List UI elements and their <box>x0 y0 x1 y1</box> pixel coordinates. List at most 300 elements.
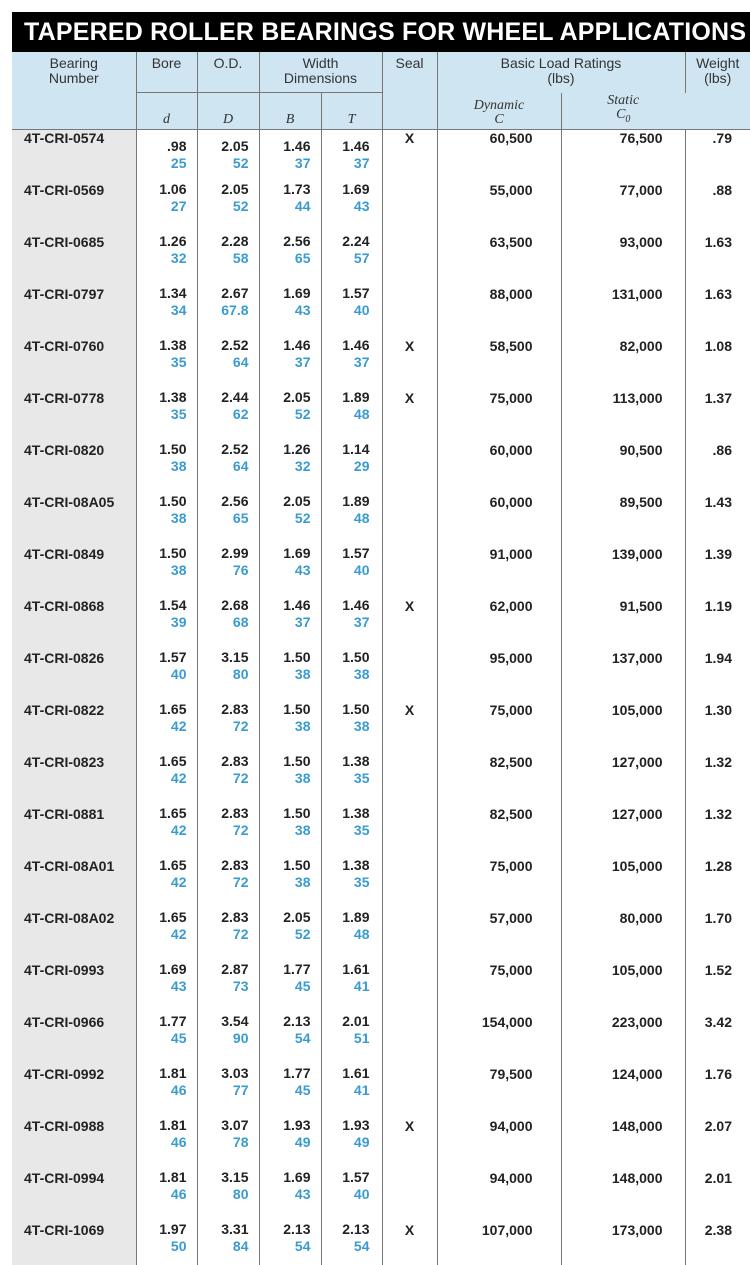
bore-cell <box>136 1057 197 1109</box>
od-mm: 72 <box>198 770 249 786</box>
width-t-mm: 57 <box>322 250 370 266</box>
od-cell <box>197 589 259 641</box>
dynamic-load-cell: 94,000 <box>437 1161 561 1213</box>
width-b-mm: 37 <box>260 354 311 370</box>
table-row <box>12 130 750 174</box>
seal-cell: X <box>382 130 437 174</box>
bore-inch: 1.77 <box>137 1005 187 1030</box>
width-t-cell <box>321 1057 382 1109</box>
bearing-number: 4T-CRI-0823 <box>12 745 136 797</box>
seal-cell <box>382 225 437 277</box>
bore-cell <box>136 1109 197 1161</box>
od-inch: 3.31 <box>198 1213 249 1238</box>
table-body <box>12 130 750 1265</box>
header-width-dimensions: Width Dimensions <box>259 52 382 93</box>
static-load-cell: 137,000 <box>561 641 685 693</box>
weight-cell: 1.94 <box>685 641 750 693</box>
od-mm: 52 <box>198 155 249 171</box>
width-b-cell <box>259 225 321 277</box>
width-b-cell <box>259 485 321 537</box>
bore-inch: 1.65 <box>137 693 187 718</box>
od-inch: 2.83 <box>198 693 249 718</box>
width-t-mm: 41 <box>322 978 370 994</box>
od-mm: 72 <box>198 874 249 890</box>
width-b-inch: 1.69 <box>260 277 311 302</box>
od-mm: 90 <box>198 1030 249 1046</box>
od-cell <box>197 1005 259 1057</box>
seal-cell <box>382 641 437 693</box>
dynamic-load-cell: 79,500 <box>437 1057 561 1109</box>
width-b-inch: 1.50 <box>260 641 311 666</box>
od-inch: 3.03 <box>198 1057 249 1082</box>
width-t-cell <box>321 641 382 693</box>
bore-cell <box>136 173 197 225</box>
bearing-number: 4T-CRI-0993 <box>12 953 136 1005</box>
bore-mm: 42 <box>137 770 187 786</box>
od-cell <box>197 537 259 589</box>
width-b-inch: 1.50 <box>260 797 311 822</box>
width-t-inch: 2.13 <box>322 1213 370 1238</box>
seal-cell <box>382 1057 437 1109</box>
dynamic-load-cell: 75,000 <box>437 953 561 1005</box>
bore-cell <box>136 130 197 174</box>
weight-cell: 2.38 <box>685 1213 750 1265</box>
bore-mm: 50 <box>137 1238 187 1254</box>
header-od: O.D. <box>197 52 259 93</box>
width-t-cell <box>321 1109 382 1161</box>
od-inch: 2.05 <box>198 130 249 155</box>
width-b-inch: 2.13 <box>260 1005 311 1030</box>
seal-cell <box>382 745 437 797</box>
seal-cell <box>382 485 437 537</box>
static-load-cell: 131,000 <box>561 277 685 329</box>
header-d-symbol: d <box>136 93 197 130</box>
width-b-cell <box>259 797 321 849</box>
od-cell <box>197 1057 259 1109</box>
od-cell <box>197 329 259 381</box>
od-mm: 52 <box>198 198 249 214</box>
static-load-cell: 89,500 <box>561 485 685 537</box>
dynamic-load-cell: 82,500 <box>437 797 561 849</box>
seal-cell <box>382 849 437 901</box>
bore-mm: 46 <box>137 1082 187 1098</box>
bore-cell <box>136 901 197 953</box>
bore-cell <box>136 1005 197 1057</box>
od-cell <box>197 433 259 485</box>
bore-inch: 1.50 <box>137 433 187 458</box>
od-mm: 64 <box>198 354 249 370</box>
bore-mm: 42 <box>137 874 187 890</box>
weight-cell: .79 <box>685 130 750 174</box>
width-b-inch: 1.73 <box>260 173 311 198</box>
bore-cell <box>136 329 197 381</box>
width-t-inch: 1.89 <box>322 485 370 510</box>
width-t-cell <box>321 537 382 589</box>
width-b-mm: 52 <box>260 406 311 422</box>
seal-cell <box>382 901 437 953</box>
od-cell <box>197 130 259 174</box>
od-mm: 72 <box>198 822 249 838</box>
dynamic-load-cell: 75,000 <box>437 381 561 433</box>
bore-cell <box>136 537 197 589</box>
bore-mm: 27 <box>137 198 187 214</box>
dynamic-load-cell: 60,000 <box>437 485 561 537</box>
width-t-cell <box>321 901 382 953</box>
table-row <box>12 745 750 797</box>
seal-cell <box>382 433 437 485</box>
width-t-mm: 48 <box>322 406 370 422</box>
bore-inch: 1.38 <box>137 381 187 406</box>
bore-inch: 1.97 <box>137 1213 187 1238</box>
bore-inch: 1.50 <box>137 537 187 562</box>
width-b-inch: 1.46 <box>260 329 311 354</box>
width-t-mm: 38 <box>322 718 370 734</box>
bore-inch: 1.57 <box>137 641 187 666</box>
static-load-cell: 113,000 <box>561 381 685 433</box>
weight-cell: 1.28 <box>685 849 750 901</box>
table-row <box>12 277 750 329</box>
width-t-inch: 1.38 <box>322 745 370 770</box>
width-b-cell <box>259 849 321 901</box>
width-t-inch: 2.24 <box>322 225 370 250</box>
width-b-cell <box>259 277 321 329</box>
table-row <box>12 1213 750 1265</box>
bearing-number: 4T-CRI-0778 <box>12 381 136 433</box>
dynamic-load-cell: 82,500 <box>437 745 561 797</box>
table-row <box>12 1057 750 1109</box>
bore-inch: 1.26 <box>137 225 187 250</box>
od-cell <box>197 381 259 433</box>
header-static-label: Static <box>562 94 686 108</box>
width-t-inch: 1.46 <box>322 130 370 155</box>
dynamic-load-cell: 95,000 <box>437 641 561 693</box>
bore-mm: 43 <box>137 978 187 994</box>
od-inch: 2.83 <box>198 797 249 822</box>
width-t-cell <box>321 797 382 849</box>
seal-cell: X <box>382 1109 437 1161</box>
weight-cell: 1.39 <box>685 537 750 589</box>
table-row <box>12 381 750 433</box>
seal-cell: X <box>382 693 437 745</box>
od-cell <box>197 225 259 277</box>
table-row <box>12 1109 750 1161</box>
width-b-cell <box>259 953 321 1005</box>
table-row <box>12 173 750 225</box>
bearing-number: 4T-CRI-0849 <box>12 537 136 589</box>
width-t-cell <box>321 693 382 745</box>
width-b-cell <box>259 130 321 174</box>
bore-cell <box>136 797 197 849</box>
od-inch: 2.83 <box>198 849 249 874</box>
table-row <box>12 1005 750 1057</box>
bore-cell <box>136 1161 197 1213</box>
dynamic-load-cell: 60,000 <box>437 433 561 485</box>
width-t-inch: 1.46 <box>322 329 370 354</box>
bore-mm: 42 <box>137 926 187 942</box>
bearing-number: 4T-CRI-0868 <box>12 589 136 641</box>
header-bore: Bore <box>136 52 197 93</box>
bore-cell <box>136 849 197 901</box>
width-b-cell <box>259 1213 321 1265</box>
header-D-symbol: D <box>197 93 259 130</box>
bore-mm: 34 <box>137 302 187 318</box>
width-t-mm: 37 <box>322 614 370 630</box>
width-b-mm: 54 <box>260 1238 311 1254</box>
table-row <box>12 693 750 745</box>
width-b-inch: 1.50 <box>260 693 311 718</box>
width-b-mm: 38 <box>260 718 311 734</box>
seal-cell <box>382 953 437 1005</box>
width-t-cell <box>321 589 382 641</box>
header-seal: Seal <box>382 52 437 130</box>
od-inch: 2.68 <box>198 589 249 614</box>
bore-inch: 1.50 <box>137 485 187 510</box>
header-bearing-number: Bearing Number <box>12 52 136 130</box>
weight-cell: .86 <box>685 433 750 485</box>
od-mm: 73 <box>198 978 249 994</box>
width-b-cell <box>259 433 321 485</box>
static-load-cell: 148,000 <box>561 1109 685 1161</box>
width-t-cell <box>321 1161 382 1213</box>
od-inch: 2.44 <box>198 381 249 406</box>
width-t-inch: 1.57 <box>322 277 370 302</box>
bearing-number: 4T-CRI-0994 <box>12 1161 136 1213</box>
bearing-number: 4T-CRI-0574 <box>12 130 136 174</box>
width-b-mm: 49 <box>260 1134 311 1150</box>
seal-cell: X <box>382 1213 437 1265</box>
od-cell <box>197 641 259 693</box>
width-t-cell <box>321 849 382 901</box>
bore-mm: 46 <box>137 1134 187 1150</box>
width-t-mm: 48 <box>322 510 370 526</box>
od-inch: 2.52 <box>198 433 249 458</box>
static-load-cell: 127,000 <box>561 745 685 797</box>
od-inch: 2.67 <box>198 277 249 302</box>
dynamic-load-cell: 58,500 <box>437 329 561 381</box>
dynamic-load-cell: 75,000 <box>437 849 561 901</box>
weight-cell: 1.43 <box>685 485 750 537</box>
static-load-cell: 139,000 <box>561 537 685 589</box>
bore-inch: 1.34 <box>137 277 187 302</box>
bore-cell <box>136 641 197 693</box>
od-inch: 2.99 <box>198 537 249 562</box>
weight-cell: 1.63 <box>685 225 750 277</box>
width-b-inch: 1.50 <box>260 849 311 874</box>
table-row <box>12 901 750 953</box>
od-cell <box>197 1213 259 1265</box>
width-t-inch: 1.50 <box>322 693 370 718</box>
static-load-cell: 82,000 <box>561 329 685 381</box>
od-mm: 72 <box>198 718 249 734</box>
bearing-number: 4T-CRI-0569 <box>12 173 136 225</box>
width-t-inch: 1.93 <box>322 1109 370 1134</box>
bore-inch: 1.38 <box>137 329 187 354</box>
weight-cell: 2.01 <box>685 1161 750 1213</box>
width-b-mm: 43 <box>260 562 311 578</box>
width-b-inch: 1.69 <box>260 537 311 562</box>
weight-cell: 1.76 <box>685 1057 750 1109</box>
bore-mm: 38 <box>137 562 187 578</box>
seal-cell <box>382 797 437 849</box>
width-t-mm: 35 <box>322 874 370 890</box>
bearing-number: 4T-CRI-0826 <box>12 641 136 693</box>
bearings-table <box>12 52 750 1265</box>
od-mm: 64 <box>198 458 249 474</box>
od-inch: 3.54 <box>198 1005 249 1030</box>
width-b-inch: 1.46 <box>260 130 311 155</box>
width-b-mm: 37 <box>260 155 311 171</box>
width-t-mm: 35 <box>322 770 370 786</box>
bore-mm: 42 <box>137 718 187 734</box>
header-T-symbol: T <box>321 93 382 130</box>
width-t-cell <box>321 745 382 797</box>
width-b-inch: 2.13 <box>260 1213 311 1238</box>
static-load-cell: 173,000 <box>561 1213 685 1265</box>
table-row <box>12 537 750 589</box>
bore-mm: 25 <box>137 155 187 171</box>
width-t-inch: 1.61 <box>322 1057 370 1082</box>
bearing-number: 4T-CRI-08A01 <box>12 849 136 901</box>
width-t-mm: 29 <box>322 458 370 474</box>
bore-inch: 1.65 <box>137 901 187 926</box>
width-t-mm: 35 <box>322 822 370 838</box>
bore-cell <box>136 225 197 277</box>
bore-mm: 32 <box>137 250 187 266</box>
od-cell <box>197 277 259 329</box>
seal-cell <box>382 173 437 225</box>
header-static <box>561 93 685 130</box>
width-b-mm: 37 <box>260 614 311 630</box>
od-cell <box>197 849 259 901</box>
table-row <box>12 225 750 277</box>
table-row <box>12 849 750 901</box>
width-t-inch: 1.38 <box>322 797 370 822</box>
od-mm: 67.8 <box>198 302 249 318</box>
header-dynamic-label: Dynamic <box>438 99 561 113</box>
od-inch: 2.87 <box>198 953 249 978</box>
od-mm: 80 <box>198 1186 249 1202</box>
bore-cell <box>136 693 197 745</box>
weight-cell: 1.19 <box>685 589 750 641</box>
bore-mm: 38 <box>137 510 187 526</box>
bore-cell <box>136 485 197 537</box>
dynamic-load-cell: 57,000 <box>437 901 561 953</box>
header-basic-load-ratings: Basic Load Ratings (lbs) <box>437 52 685 93</box>
table-row <box>12 1161 750 1213</box>
width-t-inch: 1.89 <box>322 901 370 926</box>
od-cell <box>197 1161 259 1213</box>
od-mm: 76 <box>198 562 249 578</box>
bore-cell <box>136 381 197 433</box>
width-t-inch: 1.61 <box>322 953 370 978</box>
dynamic-load-cell: 91,000 <box>437 537 561 589</box>
width-t-mm: 37 <box>322 155 370 171</box>
od-inch: 3.07 <box>198 1109 249 1134</box>
bore-mm: 35 <box>137 354 187 370</box>
bearing-number: 4T-CRI-0685 <box>12 225 136 277</box>
bore-inch: 1.06 <box>137 173 187 198</box>
seal-cell: X <box>382 589 437 641</box>
dynamic-load-cell: 94,000 <box>437 1109 561 1161</box>
seal-cell <box>382 277 437 329</box>
bearing-number: 4T-CRI-0822 <box>12 693 136 745</box>
width-b-inch: 2.05 <box>260 901 311 926</box>
bore-mm: 39 <box>137 614 187 630</box>
od-inch: 2.52 <box>198 329 249 354</box>
width-t-inch: 1.57 <box>322 1161 370 1186</box>
dynamic-load-cell: 75,000 <box>437 693 561 745</box>
od-mm: 58 <box>198 250 249 266</box>
bore-cell <box>136 277 197 329</box>
bore-cell <box>136 1213 197 1265</box>
dynamic-load-cell: 55,000 <box>437 173 561 225</box>
width-t-mm: 40 <box>322 302 370 318</box>
width-t-inch: 2.01 <box>322 1005 370 1030</box>
weight-cell: 1.52 <box>685 953 750 1005</box>
width-t-inch: 1.38 <box>322 849 370 874</box>
bearing-number: 4T-CRI-08A02 <box>12 901 136 953</box>
bore-cell <box>136 953 197 1005</box>
header-static-subscript: 0 <box>625 114 630 125</box>
width-t-cell <box>321 485 382 537</box>
static-load-cell: 105,000 <box>561 693 685 745</box>
bearing-number: 4T-CRI-0988 <box>12 1109 136 1161</box>
header-static-symbol: $C_0$ <box>562 108 686 127</box>
width-t-cell <box>321 381 382 433</box>
bearing-number: 4T-CRI-0820 <box>12 433 136 485</box>
bore-inch: 1.69 <box>137 953 187 978</box>
bore-cell <box>136 589 197 641</box>
od-inch: 2.28 <box>198 225 249 250</box>
width-b-inch: 2.05 <box>260 381 311 406</box>
weight-cell: 1.30 <box>685 693 750 745</box>
seal-cell <box>382 1005 437 1057</box>
static-load-cell: 127,000 <box>561 797 685 849</box>
bore-inch: 1.81 <box>137 1109 187 1134</box>
width-t-inch: 1.57 <box>322 537 370 562</box>
od-inch: 3.15 <box>198 641 249 666</box>
table-row <box>12 797 750 849</box>
width-b-mm: 45 <box>260 1082 311 1098</box>
width-t-mm: 54 <box>322 1238 370 1254</box>
seal-cell: X <box>382 329 437 381</box>
width-t-cell <box>321 1213 382 1265</box>
od-inch: 2.83 <box>198 745 249 770</box>
width-t-mm: 51 <box>322 1030 370 1046</box>
width-t-inch: 1.69 <box>322 173 370 198</box>
page-title: TAPERED ROLLER BEARINGS FOR WHEEL APPLICATIONS <box>12 12 750 52</box>
width-b-mm: 38 <box>260 822 311 838</box>
width-t-cell <box>321 1005 382 1057</box>
od-inch: 3.15 <box>198 1161 249 1186</box>
bore-inch: 1.81 <box>137 1057 187 1082</box>
width-t-mm: 41 <box>322 1082 370 1098</box>
table-row <box>12 641 750 693</box>
static-load-cell: 105,000 <box>561 953 685 1005</box>
header-B-symbol: B <box>259 93 321 130</box>
seal-cell <box>382 1161 437 1213</box>
od-mm: 62 <box>198 406 249 422</box>
table-row <box>12 329 750 381</box>
dynamic-load-cell: 88,000 <box>437 277 561 329</box>
od-mm: 84 <box>198 1238 249 1254</box>
bearing-number: 4T-CRI-1069 <box>12 1213 136 1265</box>
static-load-cell: 124,000 <box>561 1057 685 1109</box>
width-b-cell <box>259 381 321 433</box>
width-b-cell <box>259 693 321 745</box>
bore-inch: 1.65 <box>137 849 187 874</box>
bore-mm: 45 <box>137 1030 187 1046</box>
